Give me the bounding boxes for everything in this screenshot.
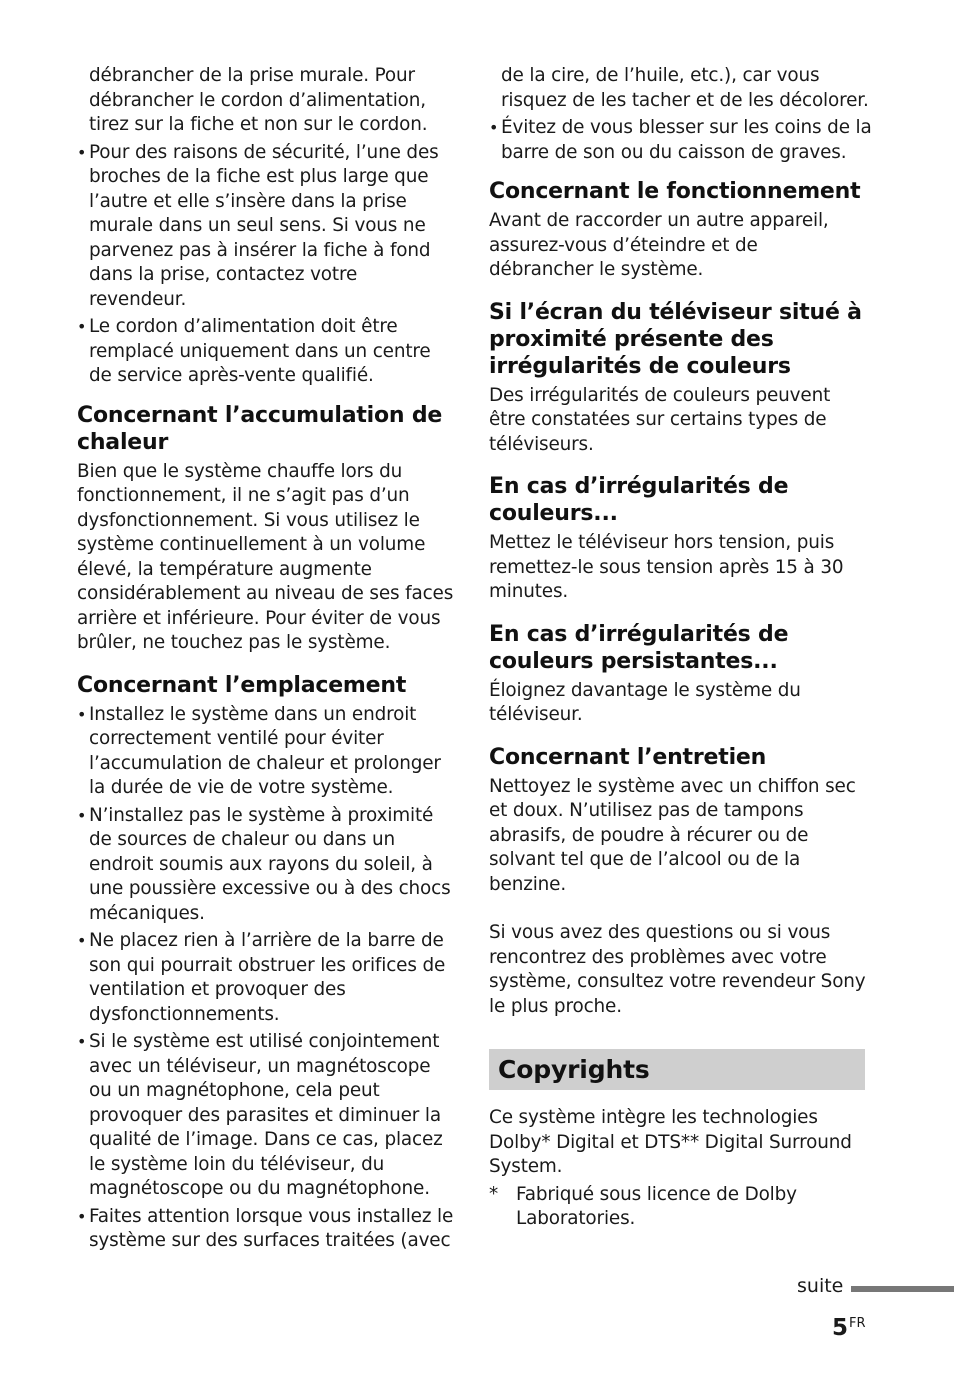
text-line: chaleur: [77, 429, 169, 455]
text-line: de sources de chaleur ou dans un: [89, 829, 395, 850]
text-line: ventilation et provoquer des: [89, 979, 346, 1000]
heading-operation: Concernant le fonctionnement: [489, 179, 861, 204]
text-line: de service après-vente qualifié.: [89, 365, 374, 386]
footnote-text: [516, 1183, 865, 1232]
text-line: débrancher de la prise murale. Pour: [89, 65, 415, 86]
text-line: risquez de les tacher et de les décolorer.: [501, 89, 869, 111]
text-line: parvenez pas à insérer la fiche à fond: [89, 239, 431, 261]
text-line: l’accumulation de chaleur et prolonger: [89, 752, 441, 774]
text-line: Bien que le système chauffe lors du: [77, 460, 403, 482]
bullet-item: [77, 929, 453, 1027]
continuation-paragraph: [489, 64, 869, 113]
text-line: débrancher le système.: [489, 259, 704, 280]
text-line: Éloignez davantage le système du: [489, 679, 801, 701]
intro-paragraph: [77, 64, 453, 138]
text-line: murale dans un seul sens. Si vous ne: [89, 215, 426, 236]
left-column: [77, 64, 453, 1254]
text-line: • Installez le système dans un endroit: [89, 703, 417, 725]
copyrights-section-title: Copyrights: [489, 1049, 865, 1090]
text-line: tirez sur la fiche et non sur le cordon.: [89, 114, 428, 135]
text-line: • Pour des raisons de sécurité, l’une des: [89, 141, 439, 163]
text-line: dans la prise, contactez votre: [89, 264, 358, 285]
bullet-item: [77, 1205, 453, 1254]
text-line: irrégularités de couleurs: [489, 353, 791, 379]
text-line: Dolby* Digital et DTS** Digital Surround: [489, 1131, 852, 1153]
footnote-mark: *: [489, 1183, 499, 1205]
continued-bar: [851, 1286, 954, 1292]
power-cord-bullets: [77, 141, 453, 389]
text-line: couleurs...: [489, 501, 618, 526]
text-line: Avant de raccorder un autre appareil,: [489, 210, 829, 231]
text-line: débrancher le cordon d’alimentation,: [89, 89, 426, 111]
bullet-item: [77, 141, 453, 313]
text-line: système sur des surfaces traitées (avec: [89, 1230, 451, 1251]
text-line: Laboratories.: [516, 1208, 636, 1229]
text-line: • N’installez pas le système à proximité: [89, 804, 434, 826]
text-line: dysfonctionnement. Si vous utilisez le: [77, 509, 420, 531]
text-line: • Évitez de vous blesser sur les coins de la: [501, 117, 872, 138]
text-line: et doux. N’utilisez pas de tampons: [489, 800, 804, 821]
text-line: • Faites attention lorsque vous installez le: [89, 1205, 454, 1227]
para-questions: [489, 921, 865, 1019]
bullet-item: [77, 703, 453, 801]
location-bullets: [77, 703, 453, 1254]
right-column: [489, 64, 872, 1232]
text-line: brûler, ne touchez pas le système.: [77, 632, 391, 653]
text-line: proximité présente des: [489, 326, 774, 352]
page-number-suffix: FR: [849, 1316, 866, 1331]
para-irregularities: [489, 531, 865, 605]
text-line: magnétoscope ou du magnétophone.: [89, 1178, 430, 1199]
text-line: système, consultez votre revendeur Sony: [489, 971, 866, 992]
text-line: Concernant l’accumulation de: [77, 402, 443, 428]
text-line: l’autre et elle s’insère dans la prise: [89, 190, 407, 212]
text-line: Mettez le téléviseur hors tension, puis: [489, 532, 835, 553]
text-line: provoquer des parasites et diminuer la: [89, 1104, 441, 1126]
text-line: barre de son ou du caisson de graves.: [501, 141, 847, 163]
bullet-item: [77, 1030, 453, 1202]
heading-maintenance: Concernant l’entretien: [489, 744, 767, 770]
text-line: rencontrez des problèmes avec votre: [489, 946, 827, 968]
text-line: Des irrégularités de couleurs peuvent: [489, 384, 831, 406]
text-line: qualité de l’image. Dans ce cas, placez: [89, 1129, 443, 1150]
text-line: correctement ventilé pour éviter: [89, 728, 384, 749]
text-line: être constatées sur certains types de: [489, 409, 827, 430]
text-line: système continuellement à un volume: [77, 534, 426, 555]
text-line: élevé, la température augmente: [77, 558, 372, 580]
para-tv-colors: [489, 384, 865, 458]
text-line: ou un magnétophone, cela peut: [89, 1080, 380, 1101]
page-number: [832, 1310, 866, 1342]
text-line: Si vous avez des questions ou si vous: [489, 922, 831, 943]
text-line: endroit soumis aux rayons du soleil, à: [89, 853, 433, 875]
text-line: abrasifs, de poudre à récurer ou de: [489, 824, 809, 846]
text-line: • Si le système est utilisé conjointement: [89, 1031, 440, 1052]
heading-tv-colors: [489, 299, 865, 380]
text-line: benzine.: [489, 873, 567, 895]
text-line: broches de la fiche est plus large que: [89, 166, 429, 187]
para-persistent: [489, 679, 865, 728]
para-maintenance: [489, 775, 865, 898]
text-line: assurez-vous d’éteindre et de: [489, 234, 758, 256]
text-line: arrière et inférieure. Pour éviter de vous: [77, 607, 441, 629]
heading-persistent: [489, 621, 865, 675]
footnote-dolby: [489, 1183, 865, 1232]
text-line: le système loin du téléviseur, du: [89, 1153, 385, 1175]
text-line: Si l’écran du téléviseur situé à: [489, 299, 862, 325]
text-line: considérablement au niveau de ses faces: [77, 583, 454, 604]
text-line: la durée de vie de votre système.: [89, 777, 394, 798]
text-line: fonctionnement, il ne s’agit pas d’un: [77, 485, 410, 506]
para-operation: [489, 209, 865, 283]
text-line: Nettoyez le système avec un chiffon sec: [489, 775, 856, 797]
bullet-item: [77, 804, 453, 927]
text-line: solvant tel que de l’alcool ou de la: [489, 849, 801, 870]
text-line: remplacé uniquement dans un centre: [89, 340, 431, 362]
text-line: remettez-le sous tension après 15 à 30: [489, 556, 844, 578]
text-line: dysfonctionnements.: [89, 1003, 280, 1025]
text-line: le plus proche.: [489, 995, 622, 1017]
bullet-item: [77, 315, 453, 389]
bullet-injury: [489, 116, 872, 165]
continued-label: suite: [797, 1275, 844, 1297]
heading-location: Concernant l’emplacement: [77, 672, 407, 698]
text-line: mécaniques.: [89, 902, 205, 924]
text-line: couleurs persistantes...: [489, 648, 778, 674]
text-line: une poussière excessive ou à des chocs: [89, 878, 451, 899]
text-line: Fabriqué sous licence de Dolby: [516, 1183, 797, 1205]
text-line: avec un téléviseur, un magnétoscope: [89, 1055, 431, 1077]
para-copyright: [489, 1106, 865, 1180]
text-line: • Ne placez rien à l’arrière de la barre de: [89, 930, 444, 951]
text-line: revendeur.: [89, 288, 187, 310]
text-line: En cas d’irrégularités de: [489, 474, 789, 499]
heading-irregularities: [489, 473, 865, 527]
text-line: • Le cordon d’alimentation doit être: [89, 316, 398, 337]
paragraph-gap: [489, 897, 865, 921]
heading-heat: [77, 402, 453, 456]
text-line: son qui pourrait obstruer les orifices de: [89, 954, 446, 976]
text-line: Ce système intègre les technologies: [489, 1107, 818, 1128]
text-line: En cas d’irrégularités de: [489, 621, 789, 647]
page-number-value: 5: [832, 1315, 849, 1341]
para-heat: [77, 460, 453, 656]
text-line: System.: [489, 1156, 563, 1177]
text-line: minutes.: [489, 581, 569, 602]
text-line: téléviseur.: [489, 704, 583, 725]
text-line: téléviseurs.: [489, 433, 594, 455]
text-line: de la cire, de l’huile, etc.), car vous: [501, 65, 820, 86]
